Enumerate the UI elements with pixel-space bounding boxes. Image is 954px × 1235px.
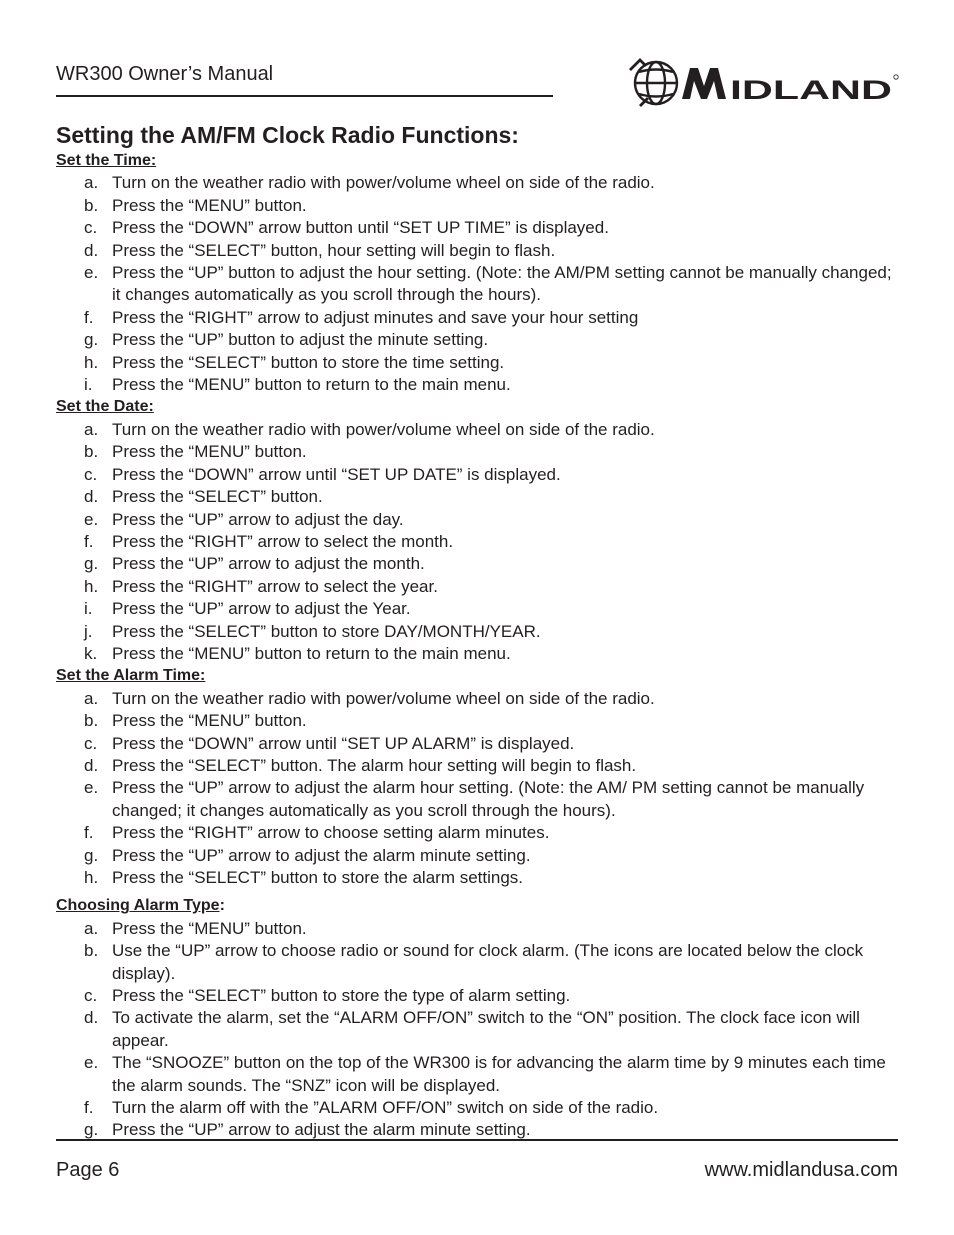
step-marker: h. bbox=[84, 576, 99, 596]
list-item bbox=[56, 217, 898, 239]
step-text: Use the “UP” arrow to choose radio or sound for clock alarm. (The icons are located below the clock display). bbox=[112, 941, 864, 983]
list-item bbox=[56, 262, 898, 307]
step-text: Press the “SELECT” button to store DAY/MONTH/YEAR. bbox=[112, 621, 541, 641]
step-marker: g. bbox=[84, 845, 99, 865]
list-item bbox=[56, 845, 898, 867]
step-text: Press the “RIGHT” arrow to choose setting alarm minutes. bbox=[112, 823, 550, 843]
step-marker: c. bbox=[84, 733, 98, 753]
section-heading-text: Set the Alarm Time: bbox=[56, 667, 206, 685]
page-heading: Setting the AM/FM Clock Radio Functions: bbox=[56, 122, 519, 148]
step-marker: i. bbox=[84, 599, 93, 619]
list-item bbox=[56, 509, 898, 531]
step-text: Turn the alarm off with the ”ALARM OFF/ON” switch on side of the radio. bbox=[112, 1098, 659, 1118]
step-text: Press the “SELECT” button. bbox=[112, 487, 323, 507]
step-marker: a. bbox=[84, 688, 99, 708]
list-item bbox=[56, 195, 898, 217]
step-text: Press the “MENU” button. bbox=[112, 195, 307, 215]
list-item bbox=[56, 822, 898, 844]
step-text: Press the “UP” button to adjust the hour setting. (Note: the AM/PM setting cannot be manually changed; it changes automatically as you scroll through the hours). bbox=[112, 263, 892, 305]
step-marker: a. bbox=[84, 918, 99, 938]
step-text: Press the “RIGHT” arrow to select the year. bbox=[112, 576, 438, 596]
step-text: Press the “MENU” button to return to the main menu. bbox=[112, 643, 511, 663]
list-item bbox=[56, 441, 898, 463]
list-item bbox=[56, 777, 898, 822]
step-text: Press the “MENU” button to return to the main menu. bbox=[112, 375, 511, 395]
footer-rule bbox=[56, 1139, 898, 1141]
list-item bbox=[56, 464, 898, 486]
step-marker: c. bbox=[84, 464, 98, 484]
step-marker: f. bbox=[84, 823, 94, 843]
list-item bbox=[56, 329, 898, 351]
section-heading-set-date bbox=[56, 396, 898, 418]
step-marker: e. bbox=[84, 509, 99, 529]
step-marker: b. bbox=[84, 711, 99, 731]
list-item bbox=[56, 598, 898, 620]
list-item bbox=[56, 940, 898, 985]
step-text: Press the “UP” arrow to adjust the alarm minute setting. bbox=[112, 1120, 531, 1140]
step-marker: e. bbox=[84, 778, 99, 798]
step-text: Press the “RIGHT” arrow to adjust minutes and save your hour setting bbox=[112, 307, 639, 327]
step-text: Press the “UP” arrow to adjust the day. bbox=[112, 509, 404, 529]
step-text: Press the “UP” button to adjust the minute setting. bbox=[112, 330, 489, 350]
step-marker: b. bbox=[84, 195, 99, 215]
step-text: Press the “DOWN” arrow until “SET UP DATE” is displayed. bbox=[112, 464, 561, 484]
section-heading-text: Set the Date: bbox=[56, 398, 154, 416]
steps-set-time bbox=[56, 172, 898, 396]
list-item bbox=[56, 419, 898, 441]
step-marker: h. bbox=[84, 868, 99, 887]
step-marker: g. bbox=[84, 330, 99, 350]
step-text: Press the “MENU” button. bbox=[112, 442, 307, 462]
step-text: Turn on the weather radio with power/volume wheel on side of the radio. bbox=[112, 173, 655, 193]
step-marker: b. bbox=[84, 941, 99, 961]
step-text: Press the “UP” arrow to adjust the Year. bbox=[112, 599, 411, 619]
step-marker: d. bbox=[84, 487, 99, 507]
step-marker: i. bbox=[84, 375, 93, 395]
step-text: Press the “SELECT” button to store the type of alarm setting. bbox=[112, 986, 571, 1006]
globe-icon bbox=[630, 60, 677, 106]
steps-set-date bbox=[56, 419, 898, 665]
step-text: The “SNOOZE” button on the top of the WR300 is for advancing the alarm time by 9 minutes each time the alarm sounds. The “SNZ” icon will be displayed. bbox=[112, 1053, 886, 1095]
step-text: Press the “SELECT” button, hour setting will begin to flash. bbox=[112, 240, 556, 260]
list-item bbox=[56, 1097, 898, 1119]
step-text: Press the “UP” arrow to adjust the alarm hour setting. (Note: the AM/ PM setting cannot be manually changed; it changes automatically as you scroll through the hours). bbox=[112, 778, 865, 820]
step-marker: g. bbox=[84, 554, 99, 574]
list-item bbox=[56, 307, 898, 329]
section-heading-text: Set the Time: bbox=[56, 152, 157, 169]
step-marker: d. bbox=[84, 1008, 99, 1028]
step-text: Press the “DOWN” arrow until “SET UP ALARM” is displayed. bbox=[112, 733, 575, 753]
midland-logo bbox=[626, 54, 900, 112]
step-marker: b. bbox=[84, 442, 99, 462]
step-text: Press the “MENU” button. bbox=[112, 918, 307, 938]
list-item bbox=[56, 553, 898, 575]
section-heading-set-alarm bbox=[56, 665, 898, 687]
instructions bbox=[56, 150, 898, 1142]
step-text: Press the “MENU” button. bbox=[112, 711, 307, 731]
list-item bbox=[56, 172, 898, 194]
step-text: Press the “SELECT” button. The alarm hour setting will begin to flash. bbox=[112, 755, 637, 775]
step-marker: c. bbox=[84, 218, 98, 238]
step-text: Press the “UP” arrow to adjust the alarm minute setting. bbox=[112, 845, 531, 865]
step-text: To activate the alarm, set the “ALARM OFF/ON” switch to the “ON” position. The clock face icon will appear. bbox=[112, 1008, 860, 1050]
step-marker: a. bbox=[84, 419, 99, 439]
steps-alarm-type bbox=[56, 918, 898, 1142]
list-item bbox=[56, 1007, 898, 1052]
page-number: Page 6 bbox=[56, 1159, 120, 1181]
list-item bbox=[56, 985, 898, 1007]
list-item bbox=[56, 486, 898, 508]
step-text: Turn on the weather radio with power/volume wheel on side of the radio. bbox=[112, 688, 655, 708]
manual-title: WR300 Owner’s Manual bbox=[56, 63, 274, 85]
step-marker: f. bbox=[84, 307, 94, 327]
step-marker: g. bbox=[84, 1120, 99, 1140]
step-text: Turn on the weather radio with power/volume wheel on side of the radio. bbox=[112, 419, 655, 439]
list-item bbox=[56, 755, 898, 777]
step-text: Press the “UP” arrow to adjust the month. bbox=[112, 554, 425, 574]
list-item bbox=[56, 688, 898, 710]
list-item bbox=[56, 240, 898, 262]
step-text: Press the “SELECT” button to store the alarm settings. bbox=[112, 868, 524, 887]
list-item bbox=[56, 918, 898, 940]
list-item bbox=[56, 576, 898, 598]
step-text: Press the “SELECT” button to store the time setting. bbox=[112, 352, 505, 372]
svg-text:IDLAND: IDLAND bbox=[730, 75, 892, 105]
step-text: Press the “DOWN” arrow button until “SET UP TIME” is displayed. bbox=[112, 218, 609, 238]
step-marker: f. bbox=[84, 531, 94, 551]
step-marker: d. bbox=[84, 240, 99, 260]
step-marker: k. bbox=[84, 643, 98, 663]
steps-set-alarm bbox=[56, 688, 898, 890]
list-item bbox=[56, 710, 898, 732]
list-item bbox=[56, 733, 898, 755]
header-rule bbox=[56, 95, 553, 97]
list-item bbox=[56, 352, 898, 374]
step-marker: d. bbox=[84, 755, 99, 775]
brand-wordmark bbox=[682, 68, 898, 105]
step-marker: e. bbox=[84, 263, 99, 283]
section-heading-set-time bbox=[56, 150, 898, 172]
section-heading-suffix: : bbox=[219, 897, 225, 915]
step-marker: j. bbox=[84, 621, 93, 641]
website-link[interactable]: www.midlandusa.com bbox=[704, 1159, 898, 1181]
list-item bbox=[56, 374, 898, 396]
section-heading-alarm-type bbox=[56, 895, 898, 917]
list-item bbox=[56, 531, 898, 553]
list-item bbox=[56, 643, 898, 665]
step-marker: h. bbox=[84, 352, 99, 372]
step-marker: a. bbox=[84, 173, 99, 193]
list-item bbox=[56, 1052, 898, 1097]
list-item bbox=[56, 621, 898, 643]
section-heading-text: Choosing Alarm Type bbox=[56, 897, 220, 915]
list-item bbox=[56, 867, 898, 889]
step-marker: e. bbox=[84, 1053, 99, 1073]
step-marker: f. bbox=[84, 1098, 94, 1118]
step-text: Press the “RIGHT” arrow to select the month. bbox=[112, 531, 454, 551]
step-marker: c. bbox=[84, 986, 98, 1006]
